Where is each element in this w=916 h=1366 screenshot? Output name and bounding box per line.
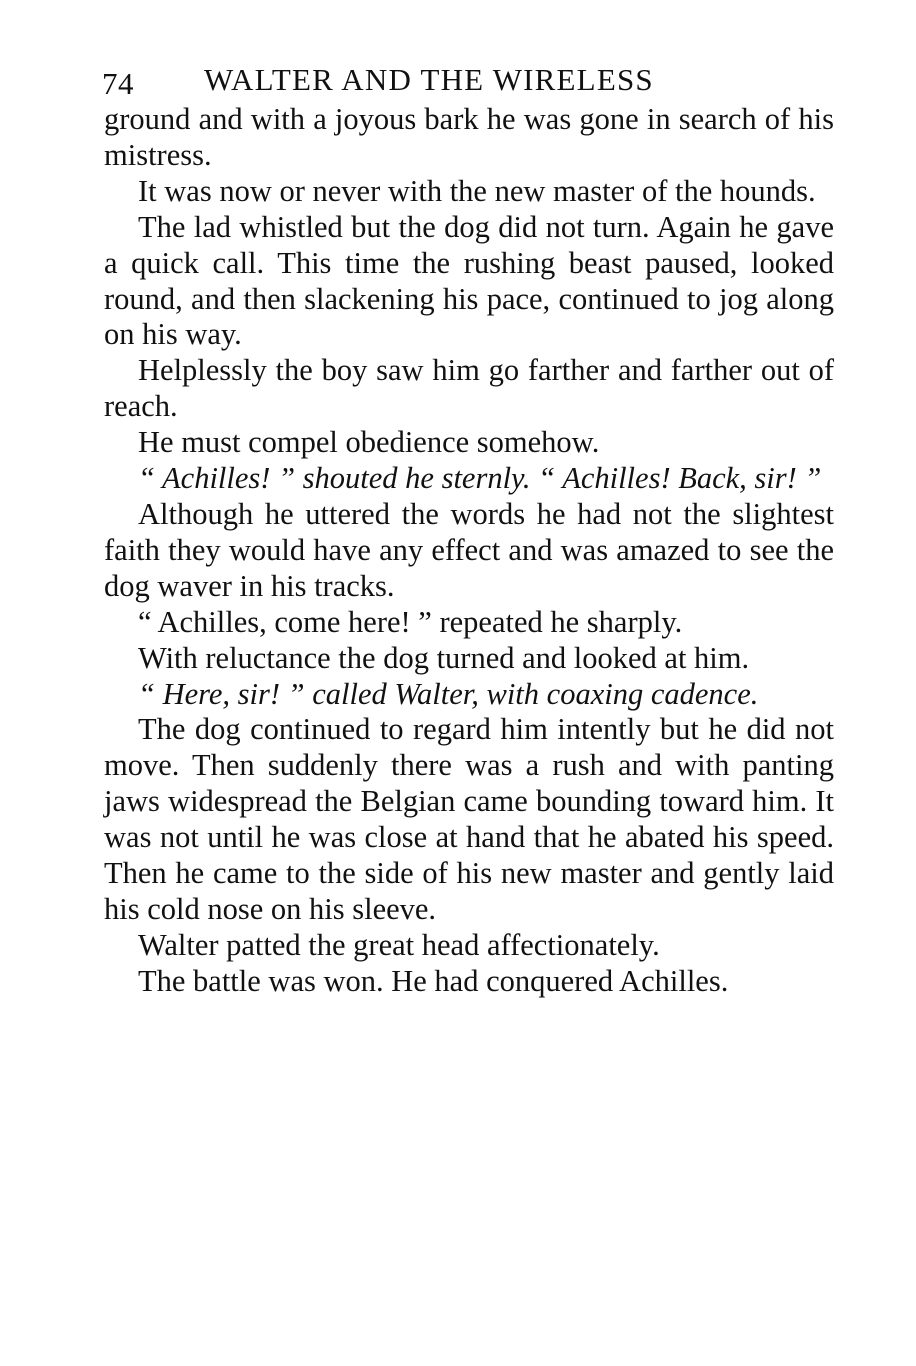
paragraph: With reluctance the dog turned and looked at him. <box>138 640 750 675</box>
dialogue-quote: “ Achilles! Back, sir! ” <box>530 461 822 496</box>
paragraph: He must compel obedience somehow. <box>138 425 600 460</box>
paragraph: Although he uttered the words he had not the slightest faith they would have any effect and was amazed to see the dog waver in his tracks. <box>104 496 834 603</box>
paragraph: ground and with a joyous bark he was gone in search of his mistress. <box>104 102 834 172</box>
dialogue-quote: “ Here, sir! ” <box>138 676 313 711</box>
paragraph: The battle was won. He had conquered Achilles. <box>138 963 729 998</box>
body-text <box>104 102 834 1000</box>
paragraph: “ Achilles, come here! ” repeated he sharply. <box>138 604 683 639</box>
paragraph <box>104 677 834 713</box>
dialogue-tag: shouted he sternly. <box>302 461 531 496</box>
page-number: 74 <box>102 66 134 101</box>
paragraph: It was now or never with the new master of the hounds. <box>138 173 816 208</box>
paragraph: Walter patted the great head affectionately. <box>138 927 660 962</box>
running-header <box>104 58 834 102</box>
paragraph <box>104 461 834 497</box>
running-title: WALTER AND THE WIRELESS <box>204 62 654 97</box>
paragraph: The dog continued to regard him intently but he did not move. Then suddenly there was a rush and with panting jaws widespread the Belgian came bounding toward him. It was not until he was close at hand that he abated his speed. Then he came to the side of his new master and gently laid his cold nose on his sleeve. <box>104 712 834 926</box>
paragraph: The lad whistled but the dog did not turn. Again he gave a quick call. This time the rushing beast paused, looked round, and then slackening his pace, continued to jog along on his way. <box>104 209 834 352</box>
dialogue-tag: called Walter, with coaxing cadence. <box>312 676 759 711</box>
dialogue-quote: “ Achilles! ” <box>138 461 303 496</box>
paragraph: Helplessly the boy saw him go farther and farther out of reach. <box>104 353 834 424</box>
book-page <box>104 58 834 1000</box>
